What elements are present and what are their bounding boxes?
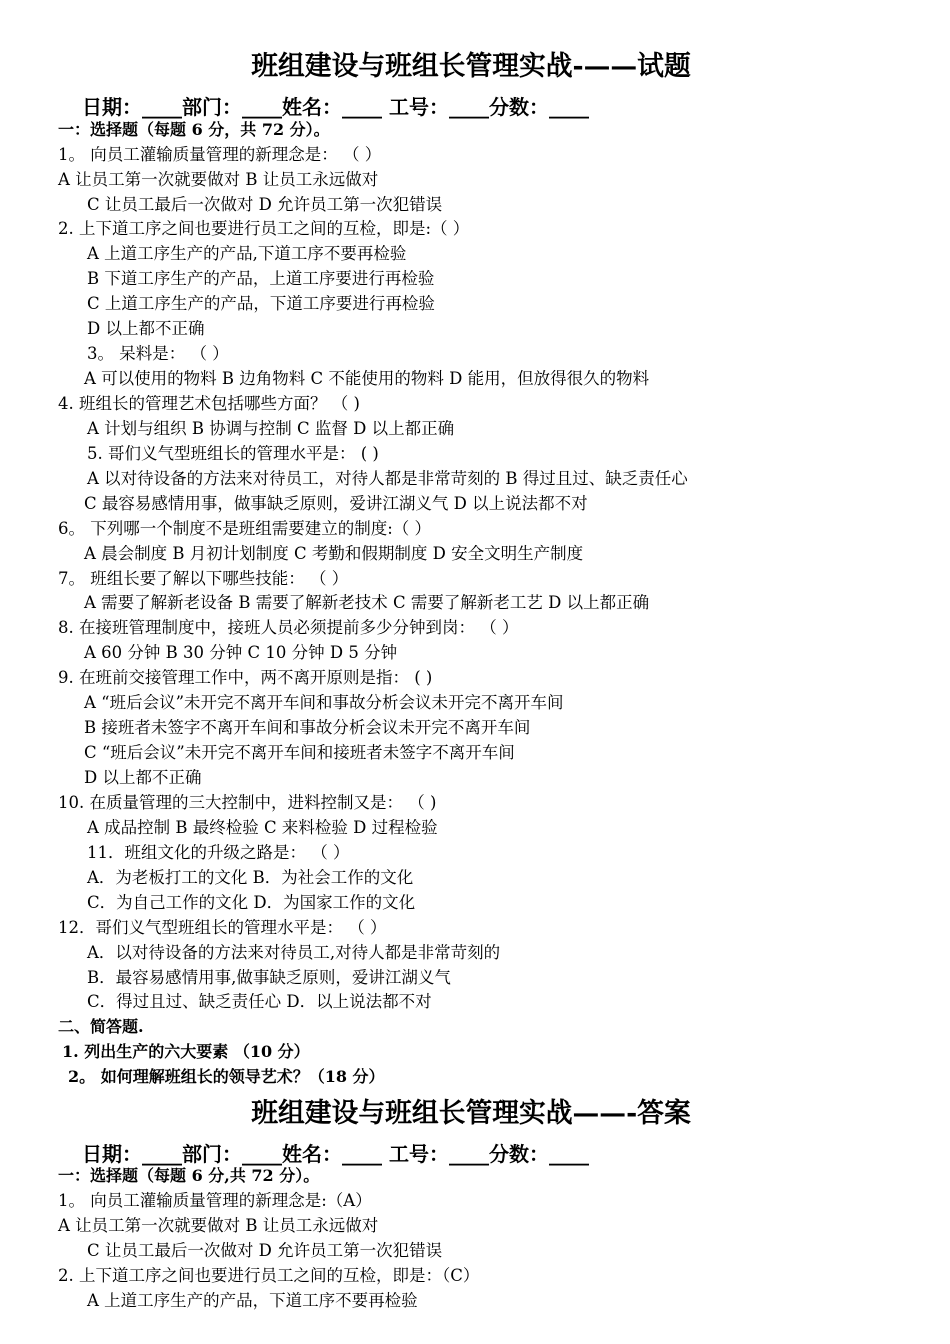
question-line: 11．班组文化的升级之路是： （ ） xyxy=(87,843,350,862)
question-line: A 上道工序生产的产品,下道工序不要再检验 xyxy=(87,244,407,263)
question-line: C．得过且过、缺乏责任心 D．以上说法都不对 xyxy=(87,992,432,1011)
question-line: 8. 在接班管理制度中，接班人员必须提前多少分钟到岗： （ ） xyxy=(58,618,519,637)
question-line: B．最容易感情用事,做事缺乏原则，爱讲江湖义气 xyxy=(87,968,451,987)
answer-line: A 上道工序生产的产品，下道工序不要再检验 xyxy=(87,1291,418,1310)
short-answer-question: 2。 如何理解班组长的领导艺术？（18 分） xyxy=(68,1067,385,1086)
question-line: A 成品控制 B 最终检验 C 来料检验 D 过程检验 xyxy=(87,818,438,837)
exam-title: 班组建设与班组长管理实战-——试题 xyxy=(251,51,691,82)
answer-line: C 让员工最后一次做对 D 允许员工第一次犯错误 xyxy=(87,1241,443,1260)
exam-info-line: 日期：____部门：____姓名：____ 工号：____分数：____ xyxy=(82,95,589,119)
exam-section2-header: 二、简答题. xyxy=(58,1017,144,1036)
answer-line: 1。 向员工灌输质量管理的新理念是:（A） xyxy=(58,1191,372,1210)
question-line: 7。 班组长要了解以下哪些技能： （ ） xyxy=(58,569,349,588)
question-line: A 晨会制度 B 月初计划制度 C 考勤和假期制度 D 安全文明生产制度 xyxy=(84,544,584,563)
question-line: A 让员工第一次就要做对 B 让员工永远做对 xyxy=(58,170,379,189)
question-line: 5. 哥们义气型班组长的管理水平是： ( ) xyxy=(87,444,379,463)
question-line: 10. 在质量管理的三大控制中，进料控制又是： （ ) xyxy=(58,793,437,812)
question-line: A 需要了解新老设备 B 需要了解新老技术 C 需要了解新老工艺 D 以上都正确 xyxy=(84,593,650,612)
question-line: 4. 班组长的管理艺术包括哪些方面？ （ ) xyxy=(58,394,360,413)
question-line: A 计划与组织 B 协调与控制 C 监督 D 以上都正确 xyxy=(87,419,455,438)
question-line: D 以上都不正确 xyxy=(87,319,205,338)
question-line: C 让员工最后一次做对 D 允许员工第一次犯错误 xyxy=(87,195,443,214)
question-line: 9. 在班前交接管理工作中，两不离开原则是指： ( ) xyxy=(58,668,433,687)
question-line: 12．哥们义气型班组长的管理水平是： （ ） xyxy=(58,918,387,937)
exam-section1-header: 一：选择题（每题 6 分，共 72 分）。 xyxy=(58,120,330,139)
question-line: A 以对待设备的方法来对待员工，对待人都是非常苛刻的 B 得过且过、缺乏责任心 xyxy=(87,469,688,488)
question-line: C “班后会议”未开完不离开车间和接班者未签字不离开车间 xyxy=(84,743,515,762)
question-line: A 60 分钟 B 30 分钟 C 10 分钟 D 5 分钟 xyxy=(84,643,398,662)
question-line: A 可以使用的物料 B 边角物料 C 不能使用的物料 D 能用，但放得很久的物料 xyxy=(84,369,650,388)
question-line: 1。 向员工灌输质量管理的新理念是： （ ） xyxy=(58,145,382,164)
question-line: C 最容易感情用事，做事缺乏原则，爱讲江湖义气 D 以上说法都不对 xyxy=(84,494,588,513)
question-line: C 上道工序生产的产品，下道工序要进行再检验 xyxy=(87,294,435,313)
answer-line: 2. 上下道工序之间也要进行员工之间的互检，即是：（C） xyxy=(58,1266,480,1285)
question-line: A．为老板打工的文化 B．为社会工作的文化 xyxy=(87,868,414,887)
question-line: 3。 呆料是： （ ） xyxy=(87,344,229,363)
question-line: B 下道工序生产的产品，上道工序要进行再检验 xyxy=(87,269,435,288)
short-answer-question: 1. 列出生产的六大要素 （10 分） xyxy=(62,1042,310,1061)
question-line: 2. 上下道工序之间也要进行员工之间的互检，即是:（ ） xyxy=(58,219,470,238)
question-line: A．以对待设备的方法来对待员工,对待人都是非常苛刻的 xyxy=(87,943,501,962)
question-line: A “班后会议”未开完不离开车间和事故分析会议未开完不离开车间 xyxy=(84,693,564,712)
answer-line: A 让员工第一次就要做对 B 让员工永远做对 xyxy=(58,1216,379,1235)
answers-section1-header: 一：选择题（每题 6 分,共 72 分）。 xyxy=(58,1166,320,1185)
answers-title: 班组建设与班组长管理实战——-答案 xyxy=(251,1098,691,1129)
answers-info-line: 日期：____部门：____姓名：____ 工号：____分数：____ xyxy=(82,1142,589,1166)
question-line: B 接班者未签字不离开车间和事故分析会议未开完不离开车间 xyxy=(84,718,531,737)
question-line: C．为自己工作的文化 D．为国家工作的文化 xyxy=(87,893,416,912)
question-line: D 以上都不正确 xyxy=(84,768,202,787)
question-line: 6。 下列哪一个制度不是班组需要建立的制度:（ ） xyxy=(58,519,432,538)
